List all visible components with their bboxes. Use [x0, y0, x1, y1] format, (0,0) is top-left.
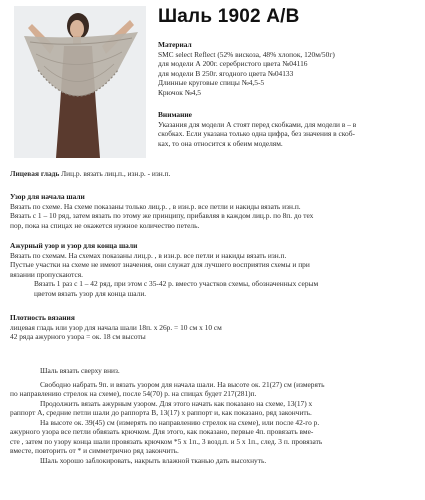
- material-line: Крючок №4,5: [158, 87, 202, 97]
- instruction-line: Шаль вязать сверху вниз.: [40, 366, 120, 375]
- instruction-line: вместе, повторить от * и симметрично ряд закончить.: [10, 446, 179, 455]
- material-section: [158, 40, 335, 98]
- start-pattern-heading: Узор для начала шали: [10, 192, 85, 201]
- stockinette-text: Лиц.р. вязать лиц.п., изн.р. - изн.п.: [59, 169, 171, 178]
- start-pattern-line: пор, пока на спицах не окажется нужное количество петель.: [10, 220, 200, 230]
- material-line: для модели А 200г. серебристого цвета №04116: [158, 59, 308, 69]
- material-line: SMC select Reflect (52% вискоза, 48% хлопок, 120м/50г): [158, 49, 335, 59]
- instructions-section: [10, 366, 325, 465]
- attention-line: скобках. Если указана только одна цифра, без значения в скоб-: [158, 129, 355, 139]
- attention-heading: Внимание: [158, 110, 192, 119]
- lace-pattern-line: Пустые участки на схеме не имеют значения, они служат для лучшего восприятия схемы и при: [10, 260, 310, 270]
- attention-line: Указания для модели А стоят перед скобками, для модели в – в: [158, 119, 357, 129]
- material-line: для модели В 250г. ягодного цвета №04133: [158, 68, 294, 78]
- attention-section: [158, 110, 356, 148]
- instruction-line: ажурного узора все петли обвязать крючком. Для этого, как показано, первые 4п. провязать вме-: [10, 427, 314, 436]
- lace-pattern-line: Вязать по схемам. На схемах показаны лиц.р. , в изн.р. все петли и накиды вязать изн.п.: [10, 250, 287, 260]
- instruction-line: Продолжить вязать ажурным узором. Для этого начать как показано на схеме, 13(17) х: [40, 398, 313, 408]
- material-heading: Материал: [158, 40, 192, 49]
- instruction-line: сте , затем по узору конца шали провязать крючком *5 х 1п., 3 возд.п. и 5 х 1п., след. 3 п. провязать: [10, 436, 323, 446]
- start-pattern-line: Вязать с 1 – 10 ряд, затем вязать по этому же принципу, прибавляя в каждом лиц.р. по 8п. до тех: [10, 211, 314, 221]
- page-title: Шаль 1902 А/В: [158, 6, 300, 27]
- attention-line: ках, то она относится к обеим моделям.: [158, 138, 283, 148]
- lace-pattern-heading: Ажурный узор и узор для конца шали: [10, 241, 138, 250]
- start-pattern-line: Вязать по схеме. На схеме показаны только лиц.р. , в изн.р. все петли и накиды вязать изн.п.: [10, 201, 301, 211]
- gauge-heading: Плотность вязания: [10, 313, 75, 322]
- gauge-line: лицевая гладь или узор для начала шали 18п. х 26р. = 10 см х 10 см: [10, 322, 222, 332]
- start-pattern-section: [10, 192, 313, 230]
- material-line: Длинные круговые спицы №4,5-5: [158, 78, 265, 88]
- gauge-section: [10, 313, 222, 342]
- lace-pattern-section: [10, 241, 318, 299]
- shawl-photo: [14, 6, 146, 158]
- lace-pattern-line: вязании пропускаются.: [10, 269, 84, 279]
- shawl-illustration: [14, 6, 146, 158]
- instruction-line: по направлению стрелок на схеме), после 54(70) р. на спицах будет 217(281)п.: [10, 389, 257, 398]
- instruction-line: Свободно набрать 9п. и вязать узором для начала шали. На высоте ок. 21(27) см (измерять: [40, 379, 325, 389]
- gauge-line: 42 ряда ажурного узора = ок. 18 см высоты: [10, 332, 146, 342]
- lace-pattern-line: Вязать 1 раз с 1 – 42 ряд, при этом с 35-42 р. вместо участков схемы, обозначенных серым: [34, 279, 319, 289]
- instruction-line: На высоте ок. 39(45) см (измерять по направлению стрелок на схеме), или после 42-го р.: [40, 417, 320, 427]
- stockinette-section: [10, 169, 170, 179]
- lace-pattern-line: цветом вязать узор для конца шали.: [34, 288, 147, 298]
- stockinette-label: Лицевая гладь: [10, 169, 60, 178]
- instruction-line: Шаль хорошо заблокировать, накрыть влажной тканью дать высохнуть.: [40, 455, 267, 465]
- instruction-line: раппорт А, средние петли шали до раппорта В, 13(17) х раппорт и, как показано, ряд закончить.: [10, 408, 312, 417]
